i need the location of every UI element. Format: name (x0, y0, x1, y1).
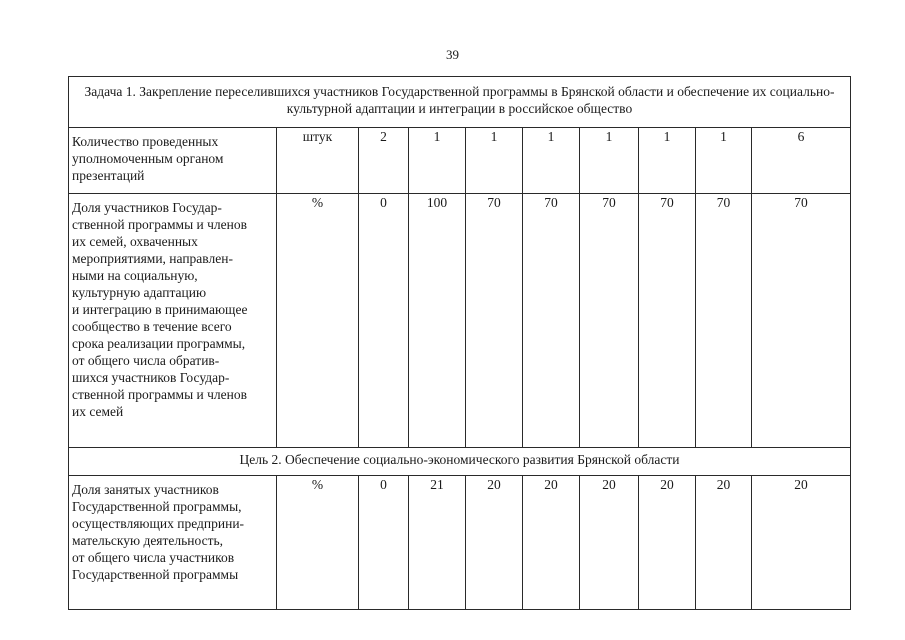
value-cell: 21 (409, 476, 466, 610)
unit-cell: % (277, 194, 359, 448)
value-cell: 1 (466, 128, 523, 194)
table-row (69, 128, 851, 194)
value-cell: 1 (639, 128, 696, 194)
value-cell: 6 (752, 128, 851, 194)
value-cell: 70 (523, 194, 580, 448)
value-cell: 70 (580, 194, 639, 448)
indicators-table (68, 76, 851, 610)
value-cell: 70 (696, 194, 752, 448)
value-cell: 1 (580, 128, 639, 194)
task-header: Задача 1. Закрепление переселившихся участников Государственной программы в Брянской области и обеспечение их социально-культурной адаптации и интеграции в российское общество (69, 77, 851, 128)
value-cell: 1 (696, 128, 752, 194)
indicator-name: Количество проведенных уполномоченным органом презентаций (69, 128, 277, 194)
value-cell: 70 (639, 194, 696, 448)
goal-header: Цель 2. Обеспечение социально-экономического развития Брянской области (69, 448, 851, 476)
table-row (69, 476, 851, 610)
table-row (69, 194, 851, 448)
value-cell: 1 (523, 128, 580, 194)
unit-cell: штук (277, 128, 359, 194)
indicator-name: Доля занятых участников Государственной программы, осуществляющих предприни- мательскую деятельность, от общего числа участников Государственной программы (69, 476, 277, 610)
value-cell: 70 (466, 194, 523, 448)
unit-cell: % (277, 476, 359, 610)
value-cell: 20 (696, 476, 752, 610)
value-cell: 1 (409, 128, 466, 194)
value-cell: 20 (639, 476, 696, 610)
value-cell: 20 (466, 476, 523, 610)
value-cell: 0 (359, 194, 409, 448)
task-header-row (69, 77, 851, 128)
indicator-name: Доля участников Государ- ственной программы и членов их семей, охваченных мероприятиями, направлен- ными на социальную, культурную адаптацию и интеграцию в принимающее сообщество в течение всего срока реализации программы, от общего числа обратив- шихся участников Государ- ственной программы и членов их семей (69, 194, 277, 448)
value-cell: 20 (580, 476, 639, 610)
page-number: 39 (446, 47, 459, 62)
value-cell: 70 (752, 194, 851, 448)
value-cell: 100 (409, 194, 466, 448)
value-cell: 20 (523, 476, 580, 610)
value-cell: 20 (752, 476, 851, 610)
goal-header-row (69, 448, 851, 476)
value-cell: 2 (359, 128, 409, 194)
value-cell: 0 (359, 476, 409, 610)
